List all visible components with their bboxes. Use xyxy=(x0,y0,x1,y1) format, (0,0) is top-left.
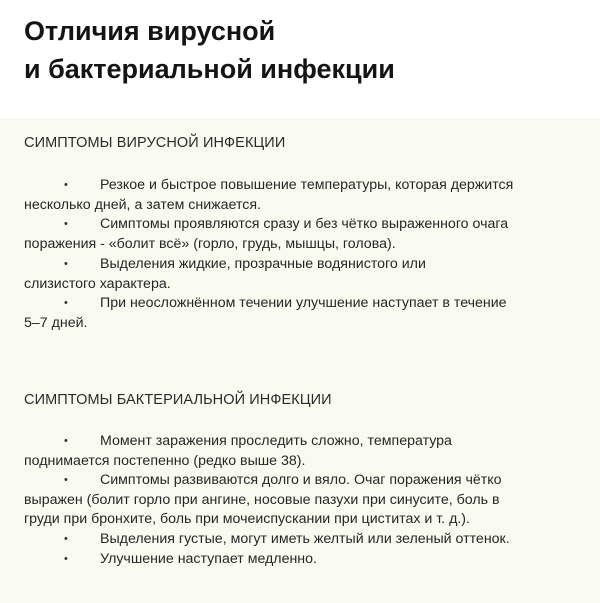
list-item-text: Момент заражения проследить сложно, температура xyxy=(100,433,452,449)
page-title-line-1: Отличия вирусной xyxy=(24,16,276,46)
list-item-text: несколько дней, а затем снижается. xyxy=(24,196,261,213)
bullet-icon: • xyxy=(64,297,68,309)
list-item-text: слизистого характера. xyxy=(24,275,171,292)
list-item-text: 5–7 дней. xyxy=(24,314,88,331)
list-item xyxy=(24,432,560,471)
bullet-icon: • xyxy=(64,533,68,545)
bullet-icon: • xyxy=(64,179,68,191)
header xyxy=(0,0,600,118)
list-item xyxy=(24,176,560,215)
page-title xyxy=(24,12,564,88)
page-title-line-2: и бактериальной инфекции xyxy=(24,54,395,84)
list-item-text: Выделения густые, могут иметь желтый или зеленый оттенок. xyxy=(100,531,510,547)
content-panel xyxy=(0,118,600,603)
bullet-icon: • xyxy=(64,553,68,565)
bullet-icon: • xyxy=(64,218,68,230)
bullet-icon: • xyxy=(64,435,68,447)
list-item xyxy=(24,530,560,550)
list-item-text: Симптомы развиваются долго и вяло. Очаг поражения чётко xyxy=(100,472,502,488)
list-item xyxy=(24,471,560,530)
list-item-text: Симптомы проявляются сразу и без чётко выраженного очага xyxy=(100,216,509,232)
bullet-icon: • xyxy=(64,258,68,270)
list-item xyxy=(24,550,560,570)
bullet-icon: • xyxy=(64,474,68,486)
list-item-text: Улучшение наступает медленно. xyxy=(100,551,317,567)
list-item xyxy=(24,255,560,294)
list-item-text: выражен (болит горло при ангине, носовые пазухи при синусите, боль в xyxy=(24,491,500,508)
list-item-text: При неосложнённом течении улучшение наступает в течение xyxy=(100,295,507,311)
list-item-text: поражения - «болит всё» (горло, грудь, мышцы, голова). xyxy=(24,235,396,252)
list-item-text: Резкое и быстрое повышение температуры, которая держится xyxy=(100,177,514,193)
list-item-text: Выделения жидкие, прозрачные водянистого или xyxy=(100,256,426,272)
section-heading-bacterial: СИМПТОМЫ БАКТЕРИАЛЬНОЙ ИНФЕКЦИИ xyxy=(24,392,332,408)
list-item xyxy=(24,294,560,333)
list-item-text: поднимается постепенно (редко выше 38). xyxy=(24,452,306,469)
list-item xyxy=(24,215,560,254)
list-item-text: груди при бронхите, боль при мочеиспускании при циститах и т. д.). xyxy=(24,511,470,528)
section-heading-viral: СИМПТОМЫ ВИРУСНОЙ ИНФЕКЦИИ xyxy=(24,135,286,151)
